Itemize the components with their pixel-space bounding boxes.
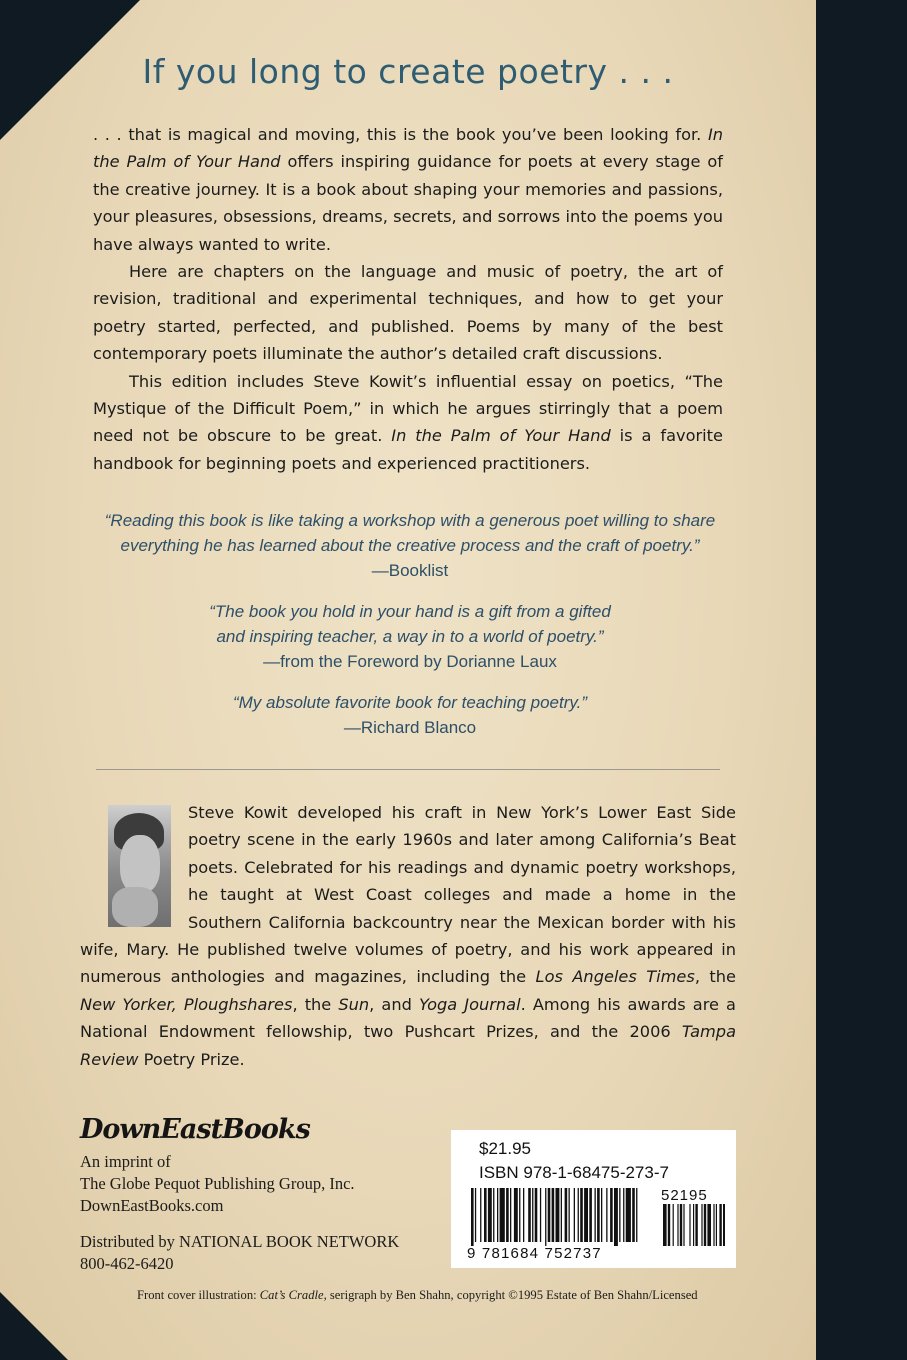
barcode-addon-bar [701, 1204, 702, 1246]
price-label: $21.95 [479, 1139, 531, 1158]
barcode-addon-bar [683, 1204, 684, 1246]
barcode-bar [626, 1188, 631, 1242]
barcode-bar [480, 1188, 481, 1242]
barcode-bar [540, 1188, 541, 1242]
barcode-bar [528, 1188, 531, 1242]
barcode-bar [552, 1188, 555, 1242]
barcode-addon-bar [680, 1204, 682, 1246]
publisher-website: DownEastBooks.com [80, 1196, 224, 1215]
barcode-addon-bar [723, 1204, 725, 1246]
barcode-bar [519, 1188, 520, 1242]
barcode-bar [606, 1188, 607, 1242]
section-divider [96, 769, 720, 770]
barcode-bar [493, 1188, 494, 1242]
barcode-bar [569, 1188, 570, 1242]
barcode-addon-bar [677, 1204, 678, 1246]
barcode-bar [510, 1188, 511, 1242]
isbn-label: ISBN 978-1-68475-273-7 [479, 1163, 669, 1182]
barcode-bar [497, 1188, 498, 1242]
quote-attribution: —Richard Blanco [343, 718, 477, 737]
quote-attribution: —Booklist [371, 561, 449, 580]
author-bio: Steve Kowit developed his craft in New York’s Lower East Side poetry scene in the early 1960s and later among California’s Beat poets. Celebrated for his readings and dynamic poetry workshops, he taught at West Coast colleges and made a home in the Southern California backcountry near the Mexican border with his wife, Mary. He published twelve volumes of poetry, and his work appeared in numerous anthologies and magazines, including the Los Angeles Times, the New Yorker, Ploughshares, the Sun, and Yoga Journal. Among his awards are a National Endowment fellowship, two Pushcart Prizes, and the 2006 Tampa Review Poetry Prize. [80, 803, 736, 1069]
barcode-bar [514, 1188, 518, 1242]
praise-quotes [60, 508, 760, 740]
barcode-bar [475, 1188, 476, 1242]
barcode-bar [556, 1188, 560, 1242]
barcode-icon [467, 1188, 725, 1248]
barcode-bar [523, 1188, 524, 1242]
book-description [93, 121, 723, 477]
barcode-bar [623, 1188, 624, 1242]
barcode-bar [589, 1188, 592, 1242]
barcode-addon-bar [689, 1204, 690, 1246]
description-paragraph-2: Here are chapters on the language and music of poetry, the art of revision, traditional and experimental techniques, and how to get your poetry started, perfected, and published. Poems by many of the best contemporary poets illuminate the author’s detailed craft discussions. [93, 262, 723, 364]
barcode-bar [578, 1188, 579, 1242]
barcode-bar [484, 1188, 487, 1242]
barcode-bar [619, 1188, 620, 1242]
corner-bottom-left [0, 1292, 68, 1360]
cover-credit: Front cover illustration: Cat’s Cradle, serigraph by Ben Shahn, copyright ©1995 Estate of Ben Shahn/Licensed [137, 1288, 698, 1302]
barcode-bar [632, 1188, 635, 1242]
barcode-bar [597, 1188, 600, 1242]
barcode-bar [614, 1188, 618, 1246]
barcode-panel [451, 1130, 736, 1268]
quote-attribution: —from the Foreword by Dorianne Laux [263, 652, 557, 671]
barcode-addon-bar [707, 1204, 711, 1246]
barcode-bar [488, 1188, 492, 1242]
barcode-bar [574, 1188, 575, 1242]
publisher-phone: 800-462-6420 [80, 1254, 174, 1273]
book-title: In the Palm of Your Hand [93, 125, 723, 172]
barcode-bar [471, 1188, 474, 1246]
barcode-addon-bar [719, 1204, 721, 1246]
barcode-addon-bar [673, 1204, 674, 1246]
description-paragraph-3: This edition includes Steve Kowit’s influential essay on poetics, “The Mystique of the Difficult Poem,” in which he argues stirringly that a poem need not be obscure to be great. In the Palm of Your Hand is a favorite handbook for beginning poets and experienced practitioners. [93, 371, 723, 473]
headline: If you long to create poetry . . . [142, 52, 674, 91]
barcode-bar [545, 1188, 546, 1246]
barcode-bar [500, 1188, 505, 1242]
quote-blanco: “My absolute favorite book for teaching poetry.” —Richard Blanco [232, 693, 588, 737]
barcode-addon-bar [695, 1204, 697, 1246]
spine-edge [816, 0, 907, 1360]
publisher-info: DownEastBooks An imprint of The Globe Pequot Publishing Group, Inc. DownEastBooks.com Distributed by NATIONAL BOOK NETWORK 800-462-6420 [80, 1114, 440, 1275]
barcode-bar [610, 1188, 613, 1242]
barcode-bar [535, 1188, 538, 1242]
barcode-bar [532, 1188, 533, 1242]
description-paragraph-1: . . . that is magical and moving, this is the book you’ve been looking for. In the Palm of Your Hand offers inspiring guidance for poets at every stage of the creative journey. It is a book about shaping your memories and passions, your pleasures, obsessions, dreams, secrets, and sorrows into the poems you have always wanted to write. [93, 125, 723, 254]
barcode-bar [580, 1188, 583, 1242]
barcode-bar [584, 1188, 588, 1242]
barcode-addon-bar [663, 1204, 667, 1246]
quote-booklist: “Reading this book is like taking a workshop with a generous poet willing to share everything he has learned about the creative process and the craft of poetry.” —Booklist [104, 511, 716, 580]
barcode-addon-bar [713, 1204, 714, 1246]
barcode-bar [601, 1188, 602, 1242]
barcode-bar [595, 1188, 596, 1242]
publisher-logo: DownEastBooks [80, 1114, 310, 1145]
barcode-bar [506, 1188, 509, 1242]
barcode-bar [561, 1188, 562, 1242]
barcode-addon-bar [693, 1204, 694, 1246]
addon-digits: 52195 [661, 1187, 708, 1204]
book-title: In the Palm of Your Hand [391, 426, 611, 446]
barcode-bar [565, 1188, 568, 1242]
barcode-addon-bar [668, 1204, 670, 1246]
barcode-addon-bar [716, 1204, 717, 1246]
barcode-digits: 9 781684 752737 [467, 1245, 602, 1262]
barcode-bar [548, 1188, 551, 1242]
quote-foreword: “The book you hold in your hand is a gift from a gifted and inspiring teacher, a way in to a world of poetry.” —from the Foreword by Dorianne Laux [209, 602, 611, 671]
barcode-bar [636, 1188, 637, 1242]
barcode-addon-bar [704, 1204, 706, 1246]
